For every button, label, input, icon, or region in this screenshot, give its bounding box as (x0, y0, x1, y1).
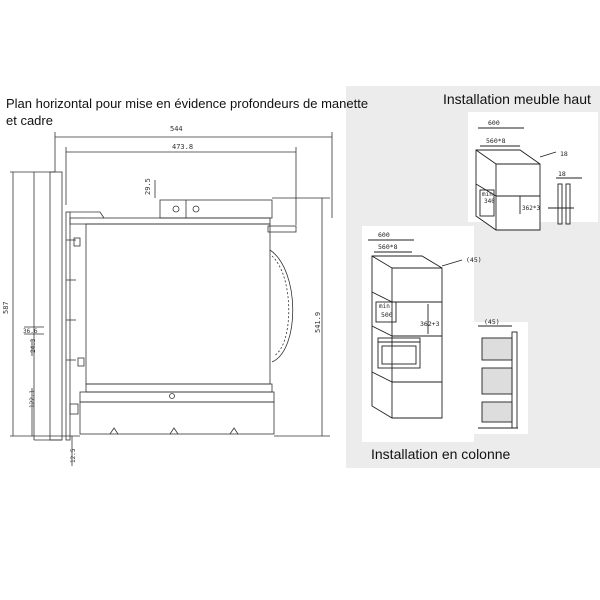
top-right-title: Installation meuble haut (443, 91, 591, 107)
col-side: 362+3 (420, 320, 440, 328)
dim-left-a: 36.6 (23, 328, 38, 335)
wall-min-label: min (482, 191, 493, 198)
wall-min-value: 340 (484, 198, 495, 205)
dim-bottom: 12.5 (70, 448, 77, 463)
dim-body-height: 541.9 (314, 311, 322, 333)
wall-thickness-a: 18 (560, 150, 568, 158)
col-min-label: min (379, 303, 390, 310)
left-caption: Plan horizontal pour mise en évidence profondeurs de manette et cadre (6, 96, 369, 128)
col-width: 600 (378, 231, 390, 239)
dim-left-c: 122.1 (29, 389, 36, 408)
col-offset-a: (45) (466, 256, 482, 264)
bottom-right-title: Installation en colonne (371, 446, 511, 462)
dim-front-height: 587 (2, 301, 10, 314)
wall-thickness-b: 18 (558, 170, 566, 178)
col-inner-width: 560*8 (378, 243, 398, 251)
dim-overall-depth: 544 (170, 125, 183, 133)
dim-left-b: 24.3 (30, 338, 37, 353)
wall-width: 600 (488, 119, 500, 127)
col-offset-b: (45) (484, 318, 500, 326)
dim-body-depth: 473.8 (172, 143, 194, 151)
col-min-value: 500 (381, 311, 393, 319)
dim-handle: 29.5 (144, 178, 152, 195)
wall-side: 362*3 (522, 205, 541, 212)
wall-inner-width: 560*8 (486, 137, 506, 145)
